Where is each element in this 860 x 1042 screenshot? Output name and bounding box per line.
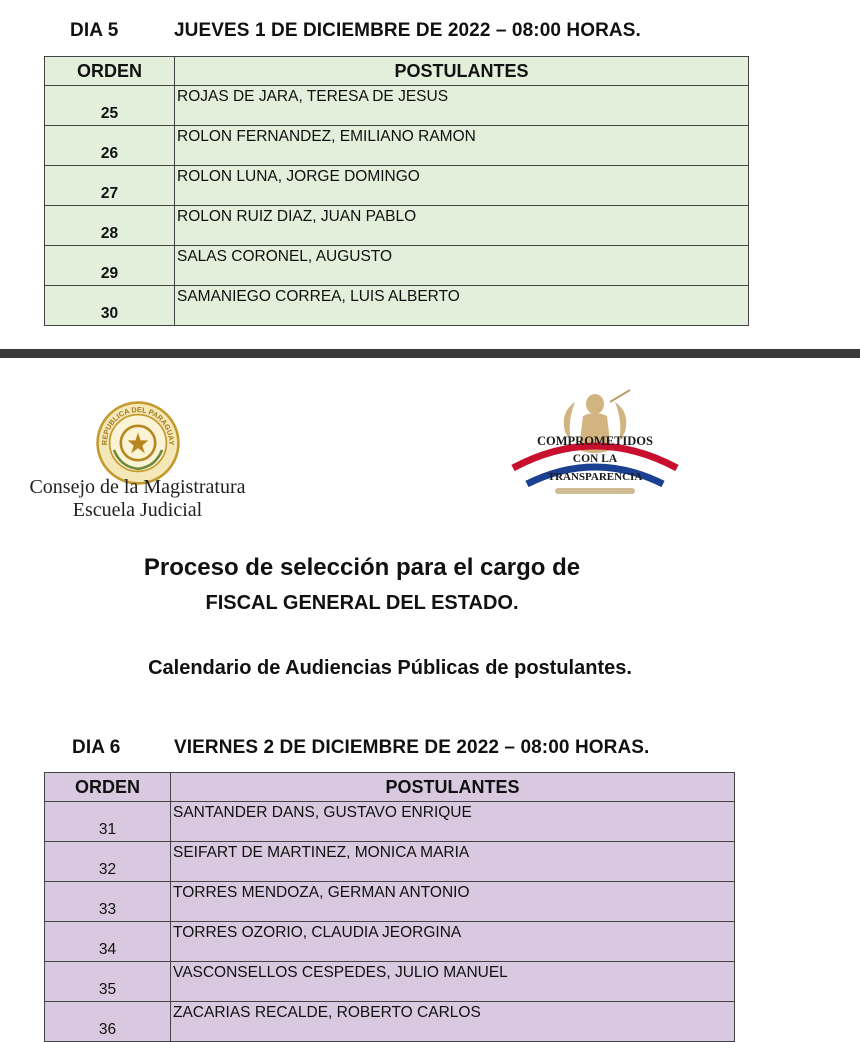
postulante-cell: VASCONSELLOS CESPEDES, JULIO MANUEL xyxy=(171,962,735,1002)
postulante-cell: SEIFART DE MARTINEZ, MONICA MARIA xyxy=(171,842,735,882)
postulante-cell: SANTANDER DANS, GUSTAVO ENRIQUE xyxy=(171,802,735,842)
orden-cell: 30 xyxy=(45,286,175,326)
orden-cell: 31 xyxy=(45,802,171,842)
day5-date: JUEVES 1 DE DICIEMBRE DE 2022 – 08:00 HORAS. xyxy=(174,20,641,41)
column-header-orden: ORDEN xyxy=(45,773,171,802)
logo-line-2: CON LA xyxy=(572,453,618,465)
table-row xyxy=(45,126,749,166)
council-line-1: Consejo de la Magistratura xyxy=(29,476,246,498)
day5-heading xyxy=(70,20,770,44)
column-header-postulantes: POSTULANTES xyxy=(171,773,735,802)
table-row xyxy=(45,286,749,326)
postulante-cell: ROLON RUIZ DIAZ, JUAN PABLO xyxy=(175,206,749,246)
orden-cell: 33 xyxy=(45,882,171,922)
postulante-cell: SALAS CORONEL, AUGUSTO xyxy=(175,246,749,286)
table-row xyxy=(45,246,749,286)
column-header-orden: ORDEN xyxy=(45,57,175,86)
position-title: FISCAL GENERAL DEL ESTADO. xyxy=(205,592,519,614)
day5-label: DIA 5 xyxy=(70,20,119,41)
postulante-cell: ROLON LUNA, JORGE DOMINGO xyxy=(175,166,749,206)
page-separator xyxy=(0,349,860,358)
table-row xyxy=(45,962,735,1002)
postulante-cell: TORRES OZORIO, CLAUDIA JEORGINA xyxy=(171,922,735,962)
national-seal-icon xyxy=(95,400,181,486)
council-line-2: Escuela Judicial xyxy=(72,499,203,521)
orden-cell: 27 xyxy=(45,166,175,206)
orden-cell: 28 xyxy=(45,206,175,246)
orden-cell: 29 xyxy=(45,246,175,286)
postulante-cell: ZACARIAS RECALDE, ROBERTO CARLOS xyxy=(171,1002,735,1042)
table-row xyxy=(45,842,735,882)
day5-table xyxy=(44,56,749,326)
table-row xyxy=(45,206,749,246)
postulante-cell: TORRES MENDOZA, GERMAN ANTONIO xyxy=(171,882,735,922)
process-title: Proceso de selección para el cargo de xyxy=(143,554,581,581)
day6-date: VIERNES 2 DE DICIEMBRE DE 2022 – 08:00 HORAS. xyxy=(174,737,650,758)
calendar-subtitle: Calendario de Audiencias Públicas de postulantes. xyxy=(148,657,632,679)
day6-heading xyxy=(72,737,772,761)
postulante-cell: SAMANIEGO CORREA, LUIS ALBERTO xyxy=(175,286,749,326)
table-row xyxy=(45,1002,735,1042)
orden-cell: 34 xyxy=(45,922,171,962)
seal-text: REPUBLICA DEL PARAGUAY xyxy=(100,404,176,446)
table-row xyxy=(45,882,735,922)
table-row xyxy=(45,86,749,126)
table-row xyxy=(45,922,735,962)
table-row xyxy=(45,802,735,842)
orden-cell: 26 xyxy=(45,126,175,166)
logo-line-1: COMPROMETIDOS xyxy=(537,434,653,448)
day6-label: DIA 6 xyxy=(72,737,121,758)
transparency-logo-icon xyxy=(505,372,685,507)
table-row xyxy=(45,166,749,206)
logo-line-3: TRANSPARENCIA xyxy=(547,471,643,483)
table-header-row xyxy=(45,57,749,86)
postulante-cell: ROJAS DE JARA, TERESA DE JESUS xyxy=(175,86,749,126)
postulante-cell: ROLON FERNANDEZ, EMILIANO RAMON xyxy=(175,126,749,166)
orden-cell: 36 xyxy=(45,1002,171,1042)
orden-cell: 32 xyxy=(45,842,171,882)
day6-table xyxy=(44,772,735,1042)
orden-cell: 25 xyxy=(45,86,175,126)
column-header-postulantes: POSTULANTES xyxy=(175,57,749,86)
orden-cell: 35 xyxy=(45,962,171,1002)
council-name xyxy=(0,476,275,522)
table-header-row xyxy=(45,773,735,802)
